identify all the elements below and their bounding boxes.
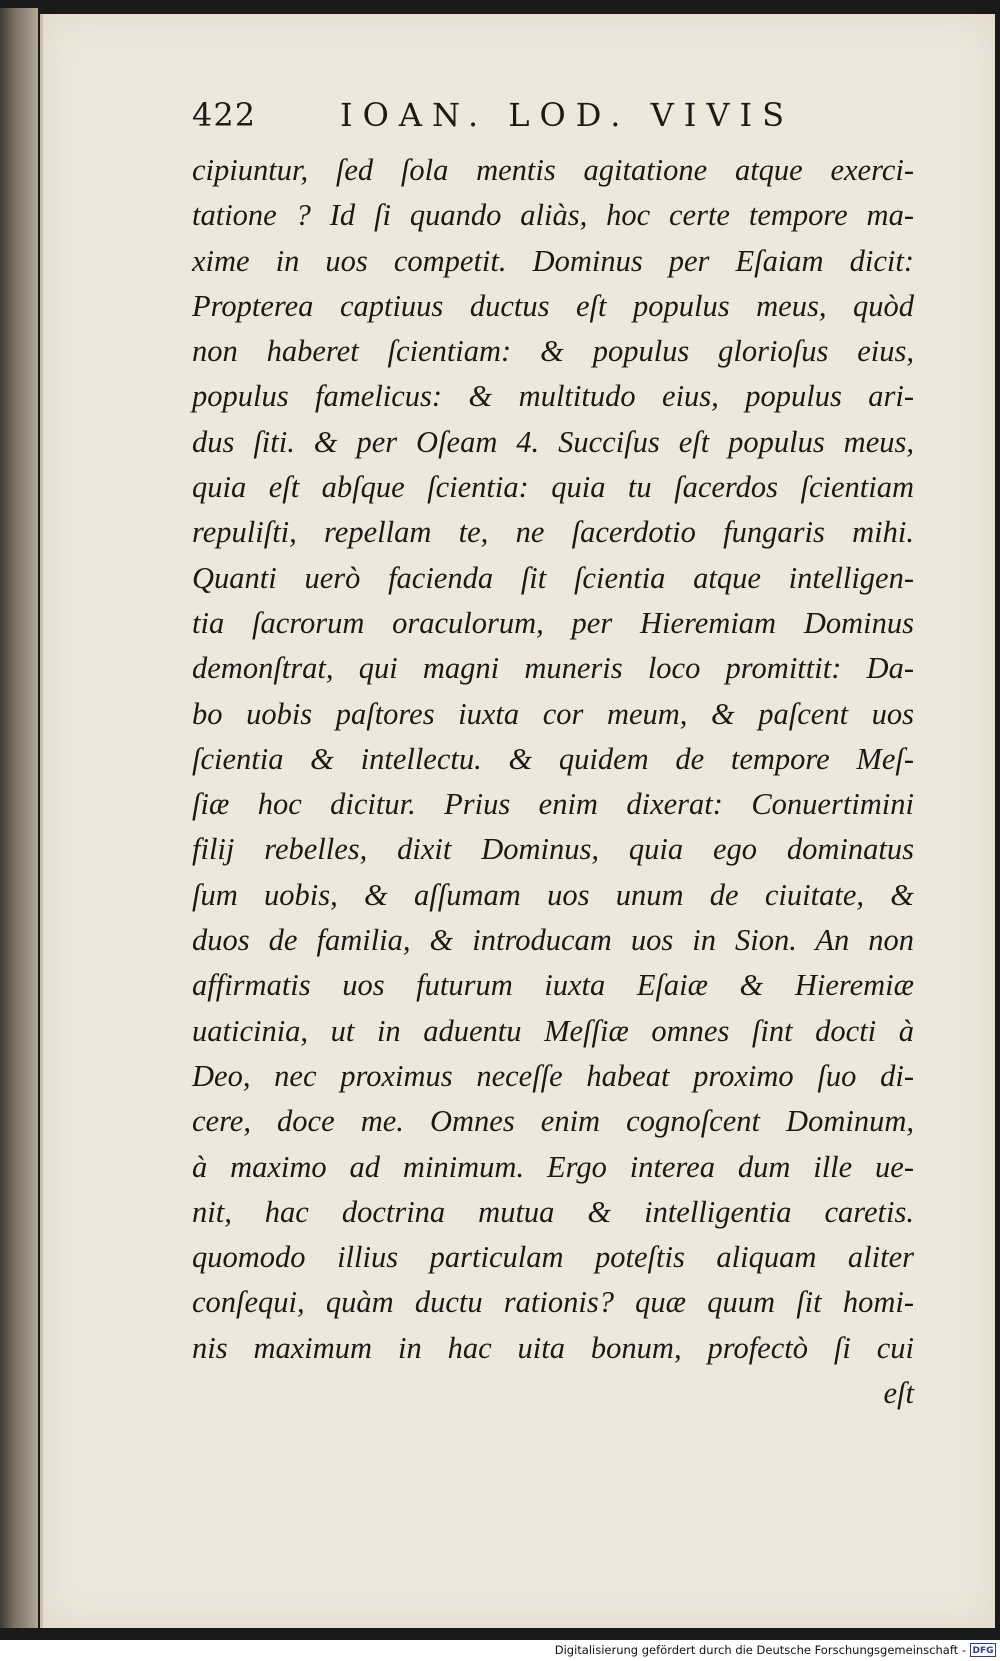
text-line: dus ſiti. & per Oſeam 4. Succiſus eſt populus meus, xyxy=(192,424,914,459)
text-line: non haberet ſcientiam: & populus glorioſus eius, xyxy=(192,334,914,369)
text-line: populus famelicus: & multitudo eius, populus ari- xyxy=(192,379,914,414)
running-head-title: IOAN. LOD. VIVIS xyxy=(340,96,795,134)
text-line: ſcientia & intellectu. & quidem de tempore Meſ- xyxy=(192,741,914,776)
text-line: cipiuntur, ſed ſola mentis agitatione atque exerci- xyxy=(192,153,914,187)
text-line: duos de familia, & introducam uos in Sion. An non xyxy=(192,923,914,958)
dfg-logo: DFG xyxy=(970,1643,996,1657)
text-line: Propterea captiuus ductus eſt populus meus, quòd xyxy=(192,288,914,323)
text-line: demonſtrat, qui magni muneris loco promittit: Da- xyxy=(192,651,914,686)
text-line: Quanti uerò facienda ſit ſcientia atque intelligen- xyxy=(192,560,914,595)
text-line: xime in uos competit. Dominus per Eſaiam dicit: xyxy=(192,243,914,278)
text-line: nit, hac doctrina mutua & intelligentia caretis. xyxy=(192,1194,914,1229)
text-line: uaticinia, ut in aduentu Meſſiæ omnes ſint docti à xyxy=(192,1013,914,1048)
digitization-footer xyxy=(0,1640,1000,1661)
text-line: ſiæ hoc dicitur. Prius enim dixerat: Conuertimini xyxy=(192,787,914,822)
text-line: à maximo ad minimum. Ergo interea dum ille ue- xyxy=(192,1149,914,1184)
text-line: tia ſacrorum oraculorum, per Hieremiam Dominus xyxy=(192,605,914,640)
text-line: nis maximum in hac uita bonum, profectò ſi cui xyxy=(192,1330,914,1365)
text-line: affirmatis uos futurum iuxta Eſaiæ & Hieremiæ xyxy=(192,968,914,1003)
text-line: quomodo illius particulam poteſtis aliquam aliter xyxy=(192,1240,914,1275)
text-line: bo uobis paſtores iuxta cor meum, & paſcent uos xyxy=(192,696,914,731)
text-line: repuliſti, repellam te, ne ſacerdotio fungaris mihi. xyxy=(192,515,914,550)
text-line: cere, doce me. Omnes enim cognoſcent Dominum, xyxy=(192,1104,914,1139)
text-line: filij rebelles, dixit Dominus, quia ego dominatus xyxy=(192,832,914,867)
book-spine-edge xyxy=(0,8,38,1628)
page-number: 422 xyxy=(192,96,257,134)
body-text xyxy=(192,148,914,1416)
text-line: quia eſt abſque ſcientia: quia tu ſacerdos ſcientiam xyxy=(192,470,914,505)
text-line: Deo, nec proximus neceſſe habeat proximo ſuo di- xyxy=(192,1058,914,1093)
funding-credit: Digitalisierung gefördert durch die Deutsche Forschungsgemeinschaft - xyxy=(554,1643,966,1657)
text-line: conſequi, quàm ductu rationis? quæ quum ſit homi- xyxy=(192,1285,914,1320)
text-line: ſum uobis, & aſſumam uos unum de ciuitate, & xyxy=(192,877,914,912)
text-line: tatione ? Id ſi quando aliàs, hoc certe tempore ma- xyxy=(192,198,914,233)
catchword: eſt xyxy=(883,1376,914,1411)
running-head xyxy=(192,96,832,146)
